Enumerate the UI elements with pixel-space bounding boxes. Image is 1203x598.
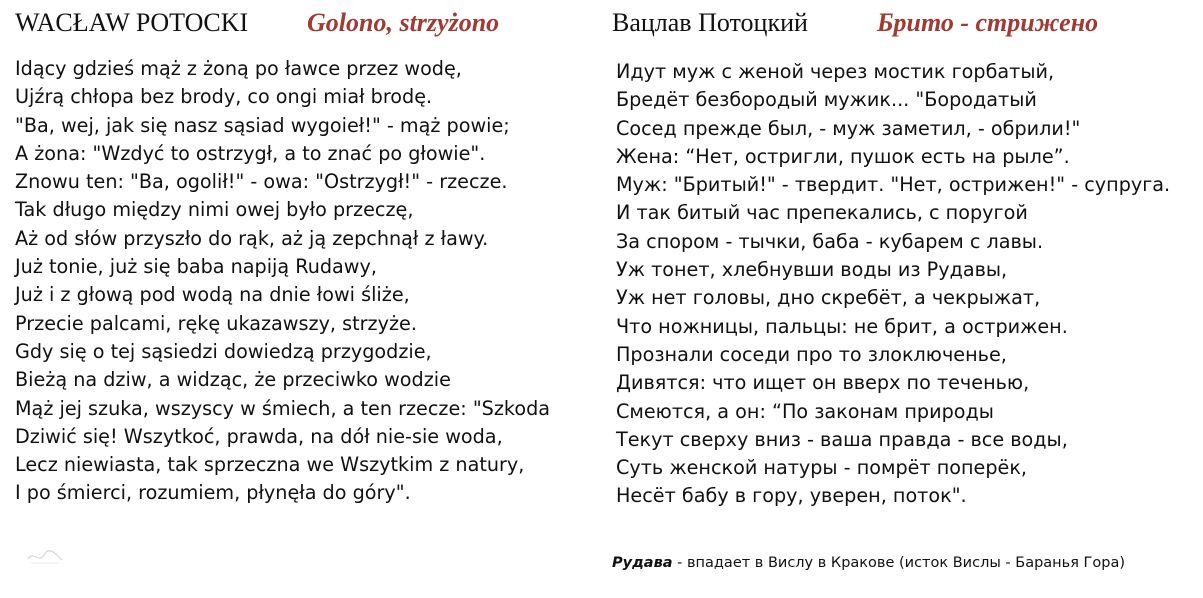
poem-line: Idący gdzieś mąż z żoną po ławce przez wodę, [15,57,462,80]
polish-author-heading: WACŁAW POTOCKI [15,8,249,37]
poem-line: Жена: “Нет, остригли, пушок есть на рыле”. [616,144,1070,168]
poem-line: Что ножницы, пальцы: не брит, а острижен. [616,314,1068,338]
poem-line: Сосед прежде был, - муж заметил, - обрили!" [616,116,1081,140]
footnote-text: - впадает в Вислу в Кракове (исток Вислы - Баранья Гора) [672,555,1125,571]
signature-mark [25,544,65,568]
poem-line: И так битый час препекались, с поругой [616,201,1028,225]
poem-line: A żona: "Wzdyć to ostrzygł, a to znać po głowie". [15,141,486,165]
poem-line: Идут муж с женой через мостик горбатый, [616,60,1055,83]
poem-line: Mąż jej szuka, wszyscy w śmiech, a ten rzecze: "Szkoda [15,396,551,420]
poem-line: Lecz niewiasta, tak sprzeczna we Wszytkim z natury, [15,453,525,477]
russian-author-heading: Вацлав Потоцкий [612,8,808,37]
poem-line: Tak długo między nimi owej było przeczę, [15,198,414,222]
poem-line: Муж: "Бритый!" - твердит. "Нет, острижен!" - супруга. [616,173,1171,197]
footnote-term: Рудава [612,555,673,571]
poem-line: Bieżą na dziw, a widząc, że przeciwko wodzie [15,368,451,392]
poem-line: Aż od słów przyszło do rąk, aż ją zepchnął z ławy. [15,226,489,250]
footnote [612,555,1125,571]
poem-line: Бредёт безбородый мужик... "Бородатый [616,88,1037,112]
poem-line: Dziwić się! Wszytkoć, prawda, na dół nie-sie woda, [15,424,503,448]
russian-poem-text [616,58,1170,511]
polish-poem-text [15,55,550,508]
poem-line: I po śmierci, rozumiem, płynęła do góry". [15,481,411,505]
poem-line: "Ba, wej, jak się nasz sąsiad wygoieł!" - mąż powie; [15,113,510,137]
poem-line: Już tonie, już się baba napiją Rudawy, [15,255,377,279]
poem-line: Текут сверху вниз - ваша правда - все воды, [616,427,1068,451]
russian-poem-title: Брито - стрижено [877,8,1099,37]
poem-line: Уж нет головы, дно скребёт, а чекрыжат, [616,286,1041,310]
poem-line: Przecie palcami, rękę ukazawszy, strzyże. [15,311,417,335]
poem-line: Już i z głową pod wodą na dnie łowi śliże, [15,283,410,307]
poem-line: Прознали соседи про то злоключенье, [616,342,1007,366]
poem-line: Уж тонет, хлебнувши воды из Рудавы, [616,258,1008,282]
poem-line: Смеются, а он: “По законам природы [616,399,994,423]
poem-line: Gdy się o tej sąsiedzi dowiedzą przygodzie, [15,339,432,363]
polish-poem-title: Golono, strzyżono [307,8,500,37]
poem-line: За спором - тычки, баба - кубарем с лавы. [616,229,1044,253]
poem-line: Дивятся: что ищет он вверх по теченью, [616,371,1030,395]
poem-line: Суть женской натуры - помрёт поперёк, [616,456,1028,480]
poem-line: Ujźrą chłopa bez brody, co ongi miał brodę. [15,85,433,109]
poem-line: Несёт бабу в гору, уверен, поток". [616,484,967,508]
poem-line: Znowu ten: "Ba, ogolił!" - owa: "Ostrzygł!" - rzecze. [15,170,508,194]
